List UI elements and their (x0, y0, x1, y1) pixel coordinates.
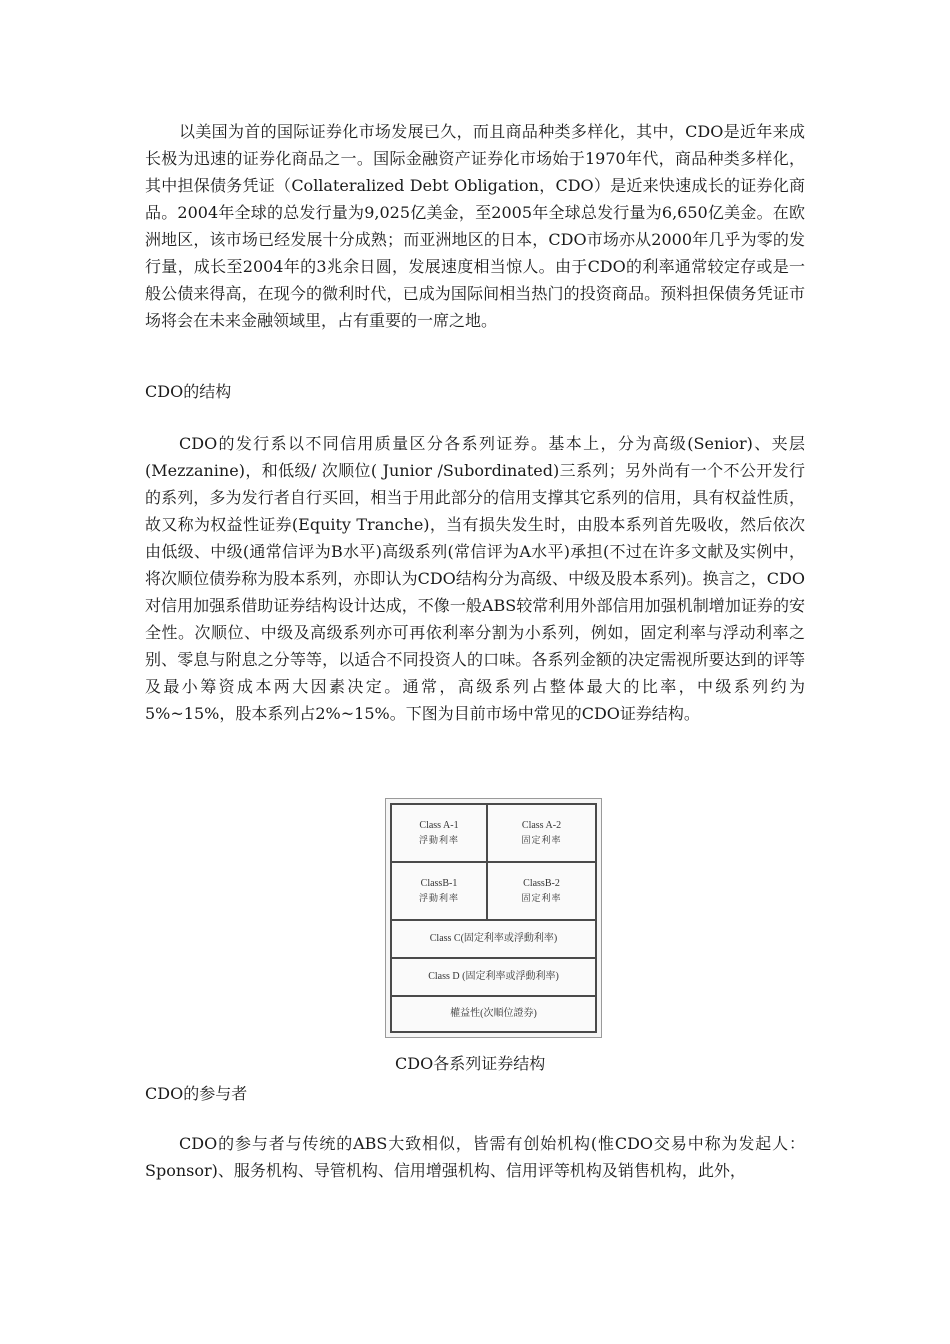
intro-section (145, 118, 805, 334)
figure-caption: CDO各系列证券结构 (395, 1054, 546, 1073)
structure-section (145, 430, 805, 727)
tranche-equity-label: 權益性(次順位證券) (450, 1008, 537, 1019)
tranche-equity (392, 997, 595, 1031)
participants-paragraph: CDO的参与者与传统的ABS大致相似，皆需有创始机构(惟CDO交易中称为发起人：Sponsor)、服务机构、导管机构、信用增强机构、信用评等机构及销售机构，此外， (145, 1134, 805, 1180)
cdo-structure-figure (385, 798, 602, 1038)
tranche-a1-rate: 浮動利率 (418, 835, 459, 845)
participants-section (145, 1130, 805, 1184)
tranche-b2 (488, 863, 595, 921)
tranche-b1-title: ClassB-1 (420, 878, 458, 889)
structure-paragraph: CDO的发行系以不同信用质量区分各系列证券。基本上，分为高级(Senior)、夹层(Mezzanine)，和低级/ 次顺位( Junior /Subordinated)三系列；另外尚有一个不公开发行的系列，多为发行者自行买回，相当于用此部分的信用支撑其它系列的信用，具有权益性质，故又称为权益性证券(Equity Tranche)，当有损失发生时，由股本系列首先吸收，然后依次由低级、中级(通常信评为B水平)高级系列(常信评为A水平)承担(不过在许多文献及实例中，将次顺位债券称为股本系列，亦即认为CDO结构分为高级、中级及股本系列)。换言之，CDO对信用加强系借助证券结构设计达成，不像一般ABS较常利用外部信用加强机制增加证券的安全性。次顺位、中级及高级系列亦可再依利率分割为小系列，例如，固定利率与浮动利率之别、零息与附息之分等等，以适合不同投资人的口味。各系列金额的决定需视所要达到的评等及最小筹资成本两大因素决定。通常，高级系列占整体最大的比率，中级系列约为5%~15%，股本系列占2%~15%。下图为目前市场中常见的CDO证券结构。 (145, 434, 805, 723)
tranche-a2 (488, 805, 595, 863)
tranche-d-label: Class D (固定利率或浮動利率) (428, 971, 559, 982)
tranche-a1 (392, 805, 488, 863)
tranche-c-label: Class C(固定利率或浮動利率) (429, 933, 558, 944)
tranche-a2-title: Class A-2 (521, 820, 562, 831)
tranche-b1-rate: 浮動利率 (418, 893, 459, 903)
section-heading-participants: CDO的参与者 (145, 1084, 248, 1103)
tranche-a1-title: Class A-1 (419, 820, 459, 831)
tranche-b2-title: ClassB-2 (523, 878, 560, 889)
tranche-b1 (392, 863, 488, 921)
section-heading-structure: CDO的结构 (145, 382, 232, 401)
tranche-d (392, 959, 595, 997)
figure-frame (390, 803, 597, 1033)
intro-paragraph: 以美国为首的国际证券化市场发展已久，而且商品种类多样化，其中，CDO是近年来成长极为迅速的证券化商品之一。国际金融资产证券化市场始于1970年代，商品种类多样化，其中担保债务凭证（Collateralized Debt Obligation，CDO）是近来快速成长的证券化商品。2004年全球的总发行量为9,025亿美金，至2005年全球总发行量为6,650亿美金。在欧洲地区，该市场已经发展十分成熟；而亚洲地区的日本，CDO市场亦从2000年几乎为零的发行量，成长至2004年的3兆余日圆，发展速度相当惊人。由于CDO的利率通常较定存或是一般公债来得高，在现今的微利时代，已成为国际间相当热门的投资商品。预料担保债务凭证市场将会在未来金融领域里，占有重要的一席之地。 (145, 122, 805, 330)
tranche-b2-rate: 固定利率 (521, 893, 562, 903)
tranche-a2-rate: 固定利率 (521, 835, 562, 845)
tranche-c (392, 921, 595, 959)
